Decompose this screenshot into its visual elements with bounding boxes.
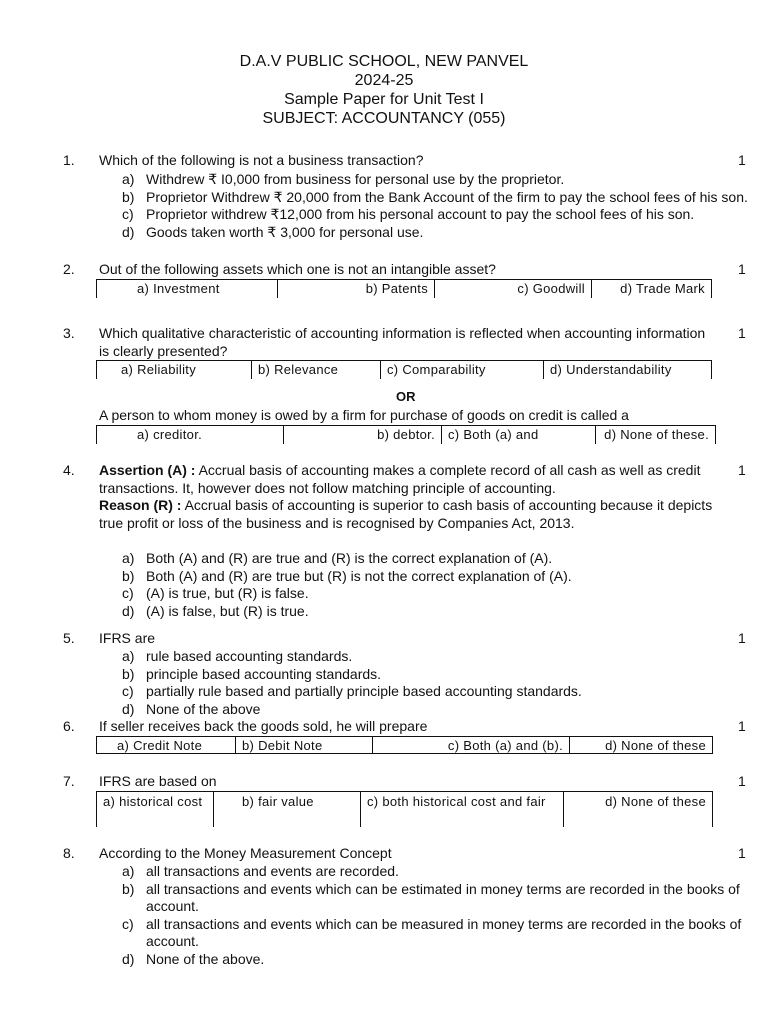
option-letter: a) xyxy=(122,550,135,566)
assertion-text: Accrual basis of accounting makes a complete record of all cash as well as credit transactions. It, however does not follow matching principle of accounting. xyxy=(99,462,701,496)
option-item xyxy=(122,701,762,719)
question-number: 5. xyxy=(63,630,75,646)
option-item xyxy=(122,224,762,242)
option-letter: d) xyxy=(122,700,135,717)
question-number: 8. xyxy=(63,845,75,861)
question-text: IFRS are xyxy=(99,630,156,646)
choice-text: b) debtor. xyxy=(377,427,435,442)
choice-cell xyxy=(284,426,442,445)
document-header xyxy=(0,52,768,128)
question-number: 3. xyxy=(63,325,75,341)
question-text: Which of the following is not a business transaction? xyxy=(99,152,424,168)
option-item xyxy=(122,951,762,969)
choice-cell xyxy=(381,361,544,380)
option-letter: c) xyxy=(122,585,134,601)
option-list xyxy=(122,863,762,968)
question-text: A person to whom money is owed by a firm for purchase of goods on credit is called a xyxy=(99,407,629,423)
question-text: According to the Money Measurement Concept xyxy=(99,845,392,861)
choice-cell xyxy=(236,737,373,754)
question-mark: 1 xyxy=(738,718,746,734)
choice-text: d) None of these. xyxy=(604,427,709,442)
choice-table xyxy=(96,279,712,298)
choice-text: c) Both (a) and xyxy=(448,427,539,442)
choice-cell xyxy=(97,426,284,445)
option-text: rule based accounting standards. xyxy=(146,648,353,664)
choice-table xyxy=(96,791,713,827)
option-letter: a) xyxy=(122,863,135,879)
question-number: 7. xyxy=(63,773,75,789)
option-item xyxy=(122,603,762,621)
choice-cell xyxy=(97,361,252,380)
question-text: Out of the following assets which one is not an intangible asset? xyxy=(99,261,496,277)
option-text: all transactions and events which can be estimated in money terms are recorded in the books of account. xyxy=(146,880,740,914)
question-mark: 1 xyxy=(738,261,746,277)
option-text: all transactions and events are recorded. xyxy=(146,863,399,879)
option-text: Proprietor withdrew ₹12,000 from his personal account to pay the school fees of his son. xyxy=(146,206,695,222)
question-mark: 1 xyxy=(738,845,746,861)
choice-table xyxy=(96,425,716,444)
school-name: D.A.V PUBLIC SCHOOL, NEW PANVEL xyxy=(239,53,529,70)
option-item xyxy=(122,683,762,701)
choice-text: a) Reliability xyxy=(121,362,197,377)
choice-cell xyxy=(592,280,712,299)
choice-text: c) Goodwill xyxy=(517,281,585,296)
option-text: Proprietor Withdrew ₹ 20,000 from the Bank Account of the firm to pay the school fees of his son. xyxy=(146,188,748,205)
choice-cell xyxy=(214,792,361,828)
option-letter: b) xyxy=(122,567,135,584)
choice-cell xyxy=(278,280,435,299)
choice-cell xyxy=(435,280,592,299)
question-text: If seller receives back the goods sold, he will prepare xyxy=(99,718,428,734)
choice-text: a) Credit Note xyxy=(117,738,203,753)
academic-year: 2024-25 xyxy=(354,72,414,89)
choice-text: d) Understandability xyxy=(550,362,672,377)
option-letter: d) xyxy=(122,223,135,240)
option-list xyxy=(122,550,762,620)
option-item xyxy=(122,568,762,586)
choice-cell xyxy=(97,737,236,754)
option-item xyxy=(122,648,762,666)
question-mark: 1 xyxy=(738,462,746,478)
option-item xyxy=(122,550,762,568)
option-letter: c) xyxy=(122,206,134,222)
option-item xyxy=(122,916,762,951)
choice-table xyxy=(96,360,712,379)
option-text: Goods taken worth ₹ 3,000 for personal use. xyxy=(146,223,424,240)
choice-cell xyxy=(373,737,570,754)
choice-text: d) None of these xyxy=(605,794,706,809)
option-item xyxy=(122,189,762,207)
choice-text: c) both historical cost and fair xyxy=(367,794,546,809)
option-item xyxy=(122,863,762,881)
choice-text: b) Debit Note xyxy=(242,738,323,753)
choice-table xyxy=(96,736,713,754)
option-text: principle based accounting standards. xyxy=(146,665,382,682)
option-letter: c) xyxy=(122,915,134,932)
question-number: 1. xyxy=(63,152,75,168)
question-text: Which qualitative characteristic of accounting information is reflected when accounting information is clearly presented? xyxy=(99,325,706,359)
choice-text: c) Comparability xyxy=(387,362,486,377)
choice-cell xyxy=(361,792,564,828)
subject-title: SUBJECT: ACCOUNTANCY (055) xyxy=(262,110,506,127)
choice-cell xyxy=(570,737,713,754)
option-item xyxy=(122,666,762,684)
reason-label: Reason (R) : xyxy=(99,497,182,513)
option-text: Withdrew ₹ I0,000 from business for personal use by the proprietor. xyxy=(146,171,565,187)
choice-cell xyxy=(97,280,278,299)
choice-text: d) Trade Mark xyxy=(620,281,705,296)
option-text: partially rule based and partially principle based accounting standards. xyxy=(146,683,582,699)
option-text: Both (A) and (R) are true but (R) is not the correct explanation of (A). xyxy=(146,567,572,584)
choice-text: b) Patents xyxy=(365,281,428,296)
question-number: 2. xyxy=(63,261,75,277)
reason-text: Accrual basis of accounting is superior to cash basis of accounting because it depicts true profit or loss of the business and is recognised by Companies Act, 2013. xyxy=(99,497,713,531)
question-mark: 1 xyxy=(738,152,746,168)
choice-cell xyxy=(596,426,716,445)
option-text: None of the above. xyxy=(146,950,265,967)
option-text: (A) is false, but (R) is true. xyxy=(146,602,309,619)
question-mark: 1 xyxy=(738,630,746,646)
choice-text: b) Relevance xyxy=(258,362,339,377)
assertion-label: Assertion (A) : xyxy=(99,462,196,478)
option-list xyxy=(122,171,762,241)
choice-cell xyxy=(544,361,712,380)
option-letter: d) xyxy=(122,602,135,619)
question-text xyxy=(99,462,719,532)
option-item xyxy=(122,206,762,224)
choice-text: c) Both (a) and (b). xyxy=(447,738,563,753)
option-letter: a) xyxy=(122,648,135,664)
choice-cell xyxy=(442,426,596,445)
option-letter: c) xyxy=(122,683,134,699)
choice-text: a) creditor. xyxy=(137,427,203,442)
choice-cell xyxy=(252,361,381,380)
option-item xyxy=(122,171,762,189)
option-text: Both (A) and (R) are true and (R) is the correct explanation of (A). xyxy=(146,550,553,566)
choice-cell xyxy=(564,792,713,828)
option-letter: d) xyxy=(122,950,135,967)
question-text: IFRS are based on xyxy=(99,773,217,789)
option-letter: b) xyxy=(122,188,135,205)
question-number: 6. xyxy=(63,718,75,734)
option-text: (A) is true, but (R) is false. xyxy=(146,585,309,601)
question-mark: 1 xyxy=(738,773,746,789)
choice-text: b) fair value xyxy=(242,794,314,809)
option-text: all transactions and events which can be measured in money terms are recorded in the books of account. xyxy=(146,915,742,949)
paper-title: Sample Paper for Unit Test I xyxy=(284,91,484,108)
option-item xyxy=(122,881,762,916)
or-separator: OR xyxy=(396,389,416,404)
choice-text: d) None of these xyxy=(605,738,706,753)
choice-text: a) historical cost xyxy=(103,794,203,809)
question-number: 4. xyxy=(63,462,75,478)
option-letter: b) xyxy=(122,665,135,682)
option-letter: a) xyxy=(122,171,135,187)
option-letter: b) xyxy=(122,880,135,897)
question-mark: 1 xyxy=(738,325,746,341)
option-text: None of the above xyxy=(146,700,261,717)
option-item xyxy=(122,585,762,603)
choice-cell xyxy=(97,792,214,828)
option-list xyxy=(122,648,762,718)
choice-text: a) Investment xyxy=(137,281,220,296)
